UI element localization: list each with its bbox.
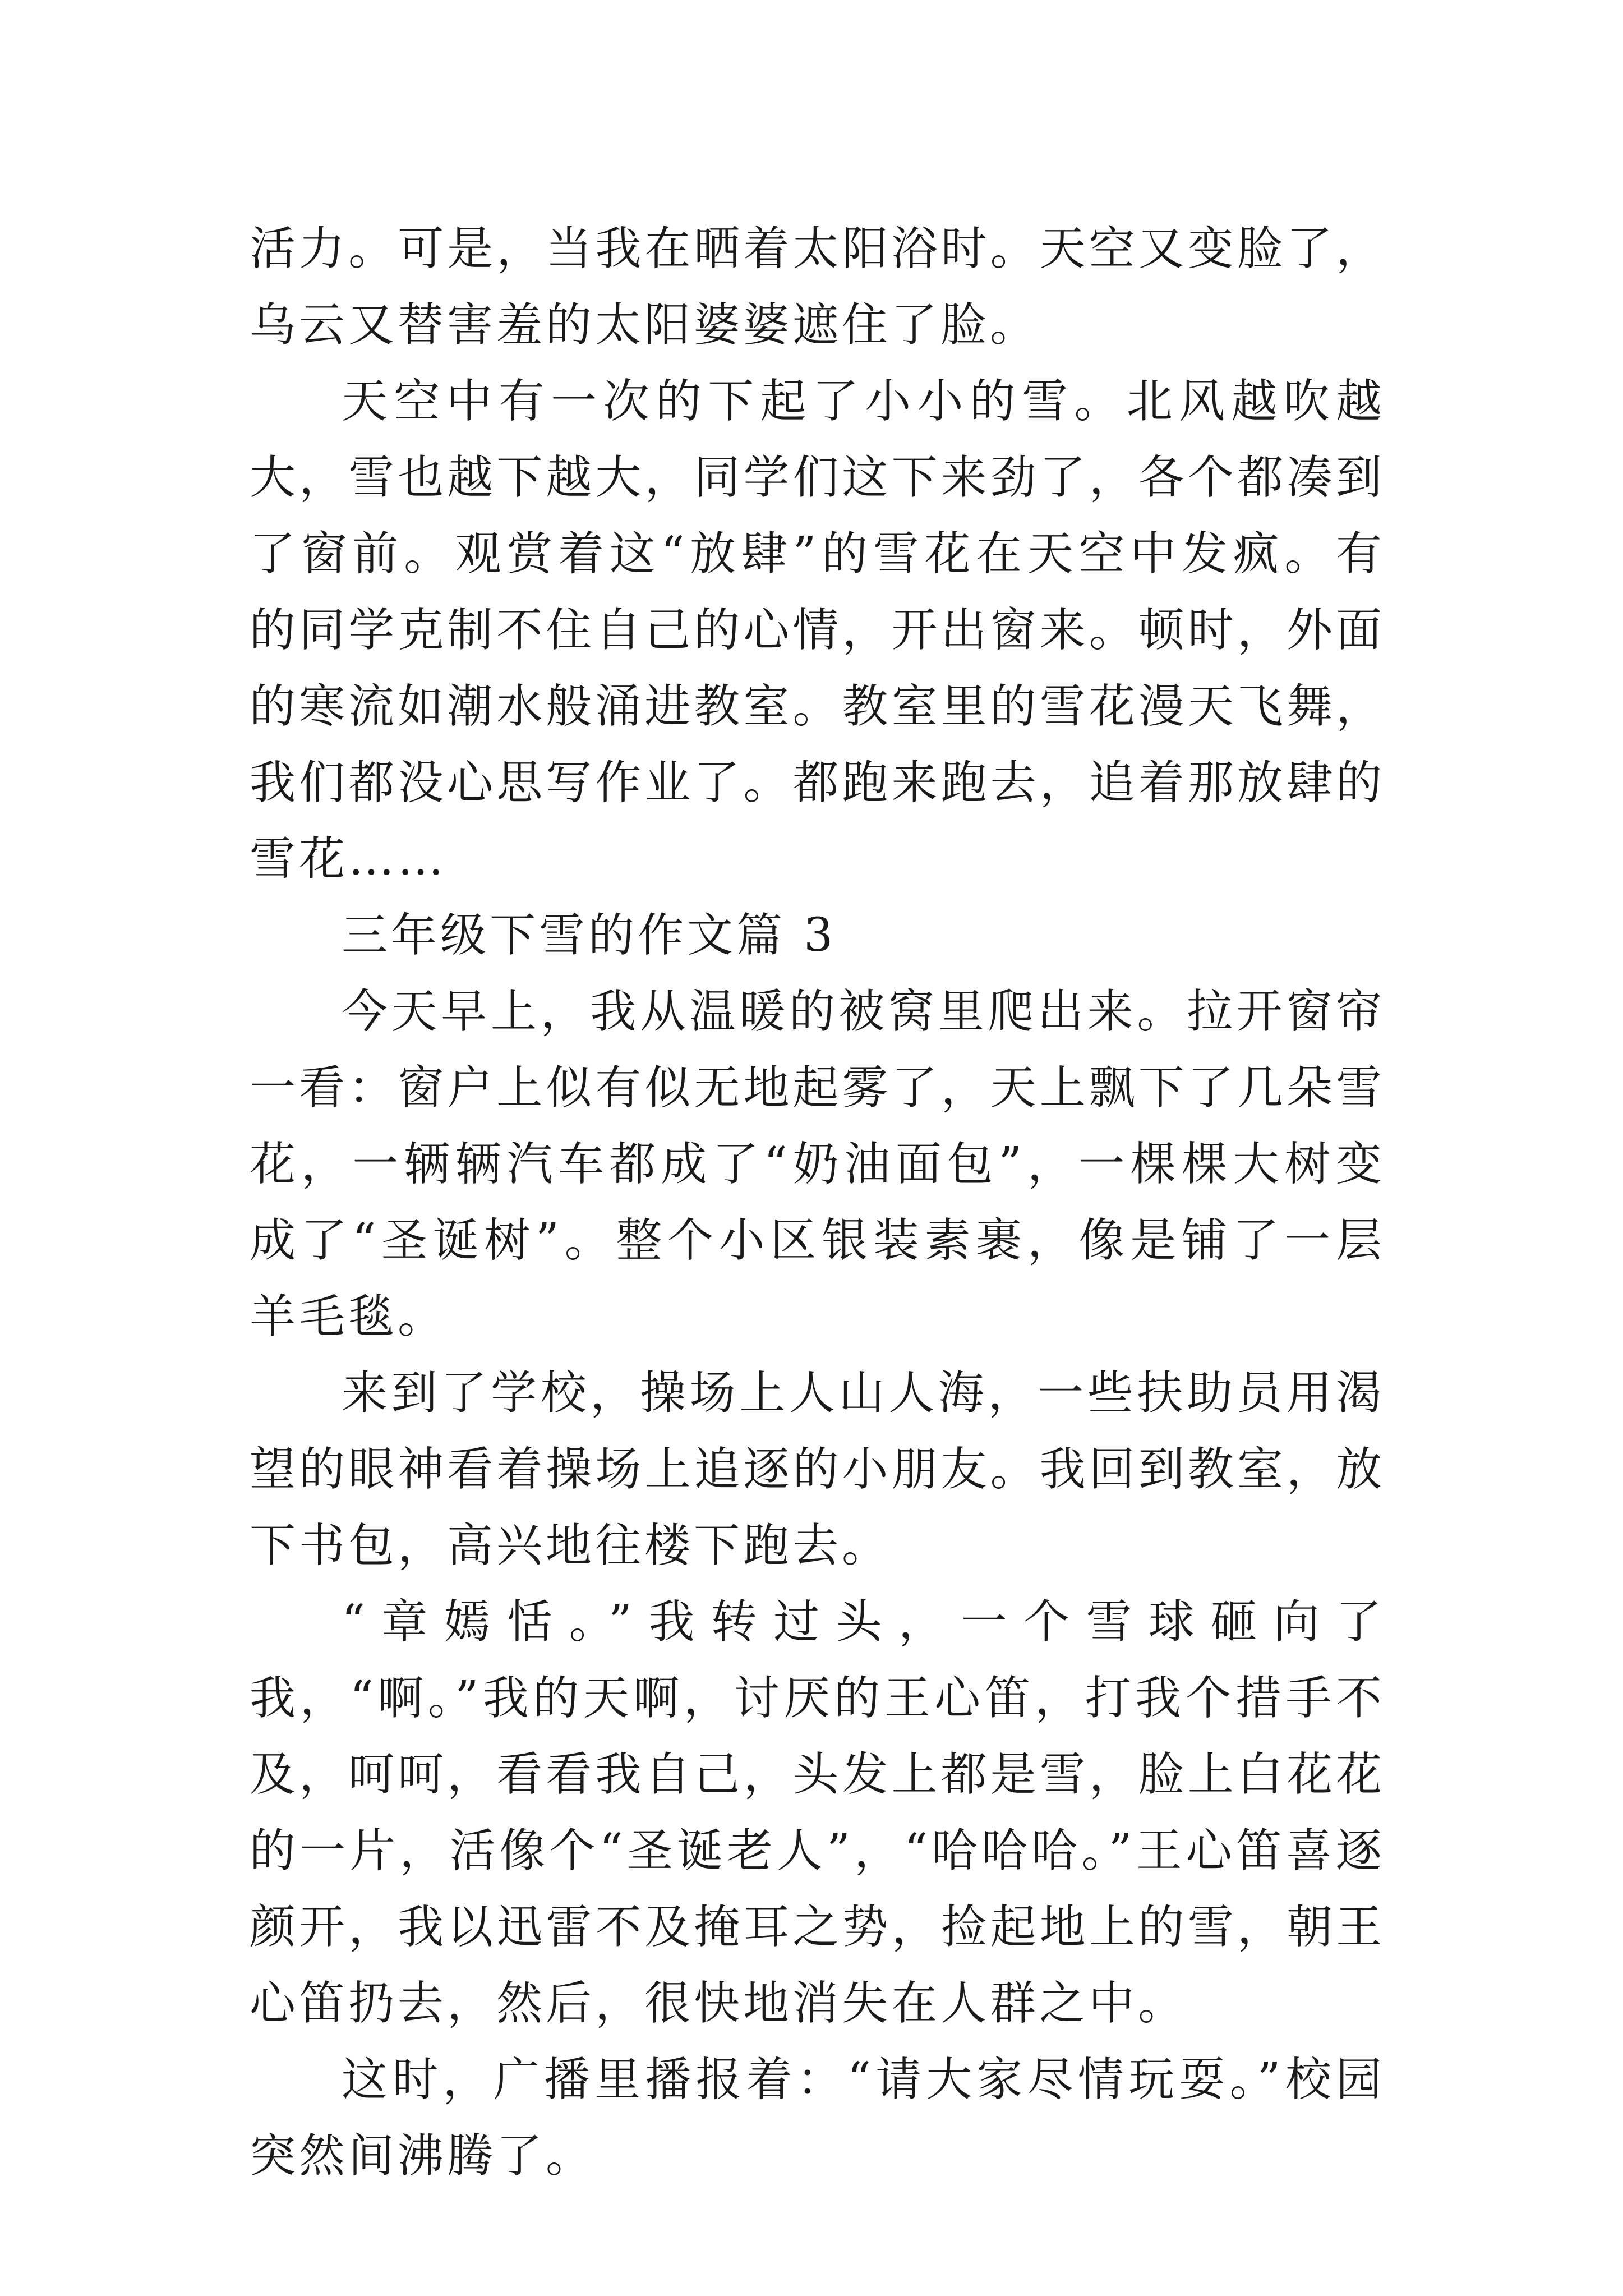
- paragraph: 这时，广播里播报着：“请大家尽情玩耍。”校园突然间沸腾了。: [250, 2053, 1385, 2183]
- paragraph: “章嫣恬。”我转过头，一个雪球砸向了我，“啊。”我的天啊，讨厌的王心笛，打我个措手不及，呵呵，看看我自己，头发上都是雪，脸上白花花的一片，活像个“圣诞老人”，“哈哈哈。”王心笛喜逐颜开，我以迅雷不及掩耳之势，捡起地上的雪，朝王心笛扔去，然后，很快地消失在人群之中。: [250, 1595, 1385, 2030]
- paragraph: 活力。可是，当我在晒着太阳浴时。天空又变脸了，乌云又替害羞的太阳婆婆遮住了脸。: [250, 222, 1385, 352]
- paragraph: 来到了学校，操场上人山人海，一些扶助员用渴望的眼神看着操场上追逐的小朋友。我回到教室，放下书包，高兴地往楼下跑去。: [250, 1366, 1385, 1572]
- paragraph: 天空中有一次的下起了小小的雪。北风越吹越大，雪也越下越大，同学们这下来劲了，各个都凑到了窗前。观赏着这“放肆”的雪花在天空中发疯。有的同学克制不住自己的心情，开出窗来。顿时，外面的寒流如潮水般涌进教室。教室里的雪花漫天飞舞，我们都没心思写作业了。都跑来跑去，追着那放肆的雪花……: [250, 375, 1385, 886]
- document-body: [250, 211, 1385, 2194]
- section-heading: 三年级下雪的作文篇 3: [342, 909, 837, 962]
- paragraph: 今天早上，我从温暖的被窝里爬出来。拉开窗帘一看：窗户上似有似无地起雾了，天上飘下了几朵雪花，一辆辆汽车都成了“奶油面包”，一棵棵大树变成了“圣诞树”。整个小区银装素裹，像是铺了一层羊毛毯。: [250, 985, 1385, 1343]
